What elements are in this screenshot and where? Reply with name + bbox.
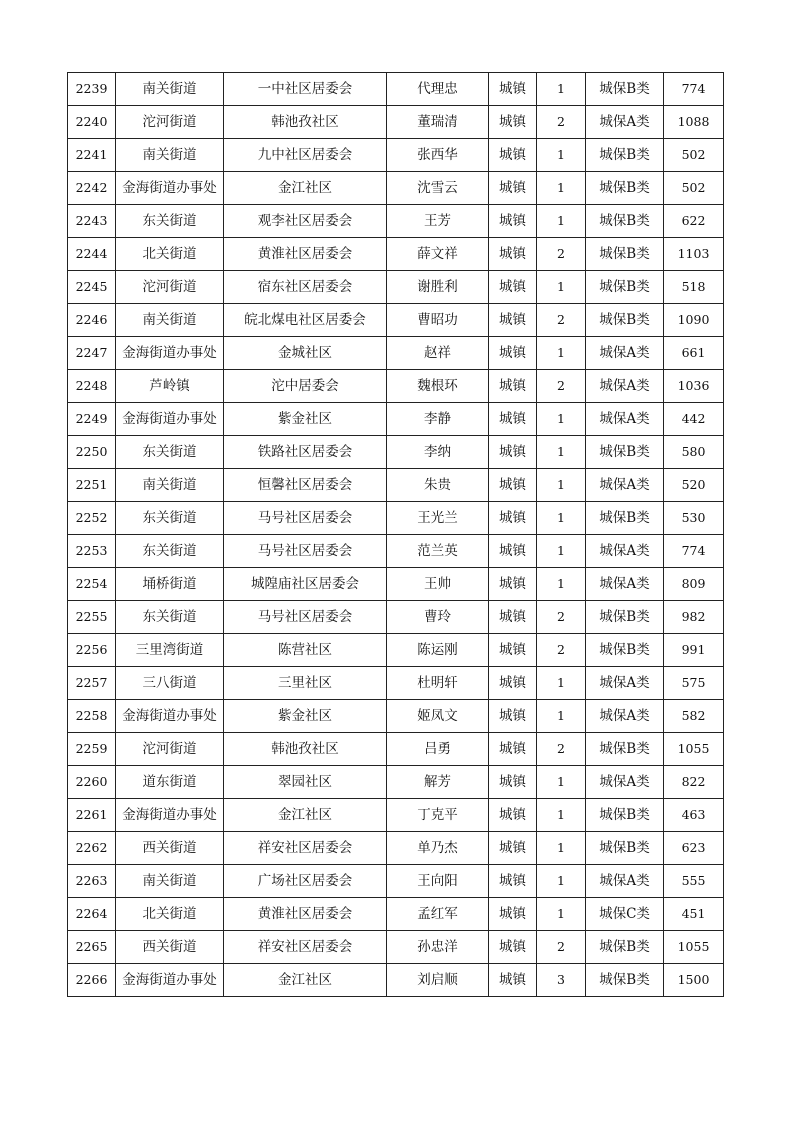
table-row — [68, 139, 724, 172]
table-row — [68, 667, 724, 700]
amount-cell: 774 — [664, 535, 724, 568]
household-count-cell: 1 — [537, 898, 586, 931]
table-row — [68, 172, 724, 205]
category-cell: 城保C类 — [586, 898, 664, 931]
category-cell: 城保A类 — [586, 568, 664, 601]
serial-number-cell: 2242 — [68, 172, 116, 205]
area-type-cell: 城镇 — [489, 139, 537, 172]
category-cell: 城保A类 — [586, 535, 664, 568]
category-cell: 城保B类 — [586, 139, 664, 172]
community-cell: 广场社区居委会 — [224, 865, 387, 898]
street-office-cell: 沱河街道 — [116, 271, 224, 304]
community-cell: 铁路社区居委会 — [224, 436, 387, 469]
household-count-cell: 1 — [537, 832, 586, 865]
street-office-cell: 东关街道 — [116, 502, 224, 535]
household-count-cell: 1 — [537, 865, 586, 898]
table-row — [68, 766, 724, 799]
street-office-cell: 沱河街道 — [116, 733, 224, 766]
street-office-cell: 金海街道办事处 — [116, 799, 224, 832]
street-office-cell: 金海街道办事处 — [116, 403, 224, 436]
table-row — [68, 403, 724, 436]
table-row — [68, 469, 724, 502]
table-row — [68, 799, 724, 832]
community-cell: 祥安社区居委会 — [224, 931, 387, 964]
table-row — [68, 931, 724, 964]
person-name-cell: 范兰英 — [387, 535, 489, 568]
street-office-cell: 西关街道 — [116, 832, 224, 865]
category-cell: 城保B类 — [586, 172, 664, 205]
amount-cell: 575 — [664, 667, 724, 700]
street-office-cell: 南关街道 — [116, 469, 224, 502]
category-cell: 城保B类 — [586, 238, 664, 271]
person-name-cell: 代理忠 — [387, 73, 489, 106]
community-cell: 金江社区 — [224, 964, 387, 997]
community-cell: 宿东社区居委会 — [224, 271, 387, 304]
person-name-cell: 王芳 — [387, 205, 489, 238]
community-cell: 一中社区居委会 — [224, 73, 387, 106]
amount-cell: 442 — [664, 403, 724, 436]
table-row — [68, 106, 724, 139]
household-count-cell: 1 — [537, 799, 586, 832]
street-office-cell: 道东街道 — [116, 766, 224, 799]
area-type-cell: 城镇 — [489, 106, 537, 139]
area-type-cell: 城镇 — [489, 271, 537, 304]
category-cell: 城保A类 — [586, 370, 664, 403]
area-type-cell: 城镇 — [489, 238, 537, 271]
serial-number-cell: 2241 — [68, 139, 116, 172]
household-count-cell: 1 — [537, 502, 586, 535]
household-count-cell: 1 — [537, 205, 586, 238]
category-cell: 城保B类 — [586, 733, 664, 766]
serial-number-cell: 2257 — [68, 667, 116, 700]
community-cell: 金城社区 — [224, 337, 387, 370]
category-cell: 城保A类 — [586, 106, 664, 139]
household-count-cell: 2 — [537, 601, 586, 634]
street-office-cell: 南关街道 — [116, 139, 224, 172]
table-row — [68, 964, 724, 997]
serial-number-cell: 2266 — [68, 964, 116, 997]
serial-number-cell: 2244 — [68, 238, 116, 271]
household-count-cell: 2 — [537, 106, 586, 139]
amount-cell: 582 — [664, 700, 724, 733]
category-cell: 城保B类 — [586, 271, 664, 304]
amount-cell: 1055 — [664, 733, 724, 766]
table-row — [68, 634, 724, 667]
street-office-cell: 北关街道 — [116, 238, 224, 271]
household-count-cell: 1 — [537, 469, 586, 502]
household-count-cell: 1 — [537, 568, 586, 601]
person-name-cell: 单乃杰 — [387, 832, 489, 865]
amount-cell: 1090 — [664, 304, 724, 337]
person-name-cell: 王向阳 — [387, 865, 489, 898]
person-name-cell: 朱贵 — [387, 469, 489, 502]
amount-cell: 502 — [664, 139, 724, 172]
community-cell: 三里社区 — [224, 667, 387, 700]
person-name-cell: 赵祥 — [387, 337, 489, 370]
category-cell: 城保A类 — [586, 766, 664, 799]
area-type-cell: 城镇 — [489, 535, 537, 568]
area-type-cell: 城镇 — [489, 766, 537, 799]
table-row — [68, 370, 724, 403]
serial-number-cell: 2260 — [68, 766, 116, 799]
area-type-cell: 城镇 — [489, 502, 537, 535]
household-count-cell: 1 — [537, 337, 586, 370]
household-count-cell: 2 — [537, 733, 586, 766]
area-type-cell: 城镇 — [489, 700, 537, 733]
street-office-cell: 东关街道 — [116, 601, 224, 634]
serial-number-cell: 2264 — [68, 898, 116, 931]
household-count-cell: 1 — [537, 766, 586, 799]
community-cell: 城隍庙社区居委会 — [224, 568, 387, 601]
person-name-cell: 刘启顺 — [387, 964, 489, 997]
street-office-cell: 南关街道 — [116, 304, 224, 337]
serial-number-cell: 2249 — [68, 403, 116, 436]
person-name-cell: 魏根环 — [387, 370, 489, 403]
community-cell: 翠园社区 — [224, 766, 387, 799]
person-name-cell: 谢胜利 — [387, 271, 489, 304]
community-cell: 黄淮社区居委会 — [224, 898, 387, 931]
street-office-cell: 金海街道办事处 — [116, 172, 224, 205]
household-count-cell: 2 — [537, 238, 586, 271]
community-cell: 马号社区居委会 — [224, 502, 387, 535]
person-name-cell: 董瑞清 — [387, 106, 489, 139]
table-row — [68, 733, 724, 766]
street-office-cell: 东关街道 — [116, 436, 224, 469]
amount-cell: 623 — [664, 832, 724, 865]
area-type-cell: 城镇 — [489, 73, 537, 106]
street-office-cell: 金海街道办事处 — [116, 700, 224, 733]
person-name-cell: 吕勇 — [387, 733, 489, 766]
street-office-cell: 芦岭镇 — [116, 370, 224, 403]
beneficiary-table — [67, 72, 724, 997]
amount-cell: 822 — [664, 766, 724, 799]
area-type-cell: 城镇 — [489, 370, 537, 403]
household-count-cell: 2 — [537, 370, 586, 403]
household-count-cell: 1 — [537, 436, 586, 469]
serial-number-cell: 2261 — [68, 799, 116, 832]
serial-number-cell: 2239 — [68, 73, 116, 106]
community-cell: 沱中居委会 — [224, 370, 387, 403]
community-cell: 紫金社区 — [224, 403, 387, 436]
person-name-cell: 王帅 — [387, 568, 489, 601]
community-cell: 马号社区居委会 — [224, 601, 387, 634]
serial-number-cell: 2259 — [68, 733, 116, 766]
serial-number-cell: 2247 — [68, 337, 116, 370]
community-cell: 恒馨社区居委会 — [224, 469, 387, 502]
category-cell: 城保A类 — [586, 337, 664, 370]
serial-number-cell: 2258 — [68, 700, 116, 733]
area-type-cell: 城镇 — [489, 667, 537, 700]
community-cell: 祥安社区居委会 — [224, 832, 387, 865]
street-office-cell: 南关街道 — [116, 73, 224, 106]
person-name-cell: 曹玲 — [387, 601, 489, 634]
amount-cell: 530 — [664, 502, 724, 535]
area-type-cell: 城镇 — [489, 436, 537, 469]
table-row — [68, 436, 724, 469]
area-type-cell: 城镇 — [489, 469, 537, 502]
community-cell: 马号社区居委会 — [224, 535, 387, 568]
community-cell: 韩池孜社区 — [224, 106, 387, 139]
table-row — [68, 271, 724, 304]
category-cell: 城保B类 — [586, 964, 664, 997]
community-cell: 黄淮社区居委会 — [224, 238, 387, 271]
person-name-cell: 孟红军 — [387, 898, 489, 931]
category-cell: 城保A类 — [586, 700, 664, 733]
category-cell: 城保B类 — [586, 502, 664, 535]
serial-number-cell: 2255 — [68, 601, 116, 634]
amount-cell: 1103 — [664, 238, 724, 271]
area-type-cell: 城镇 — [489, 205, 537, 238]
household-count-cell: 2 — [537, 634, 586, 667]
street-office-cell: 沱河街道 — [116, 106, 224, 139]
table-row — [68, 898, 724, 931]
street-office-cell: 金海街道办事处 — [116, 964, 224, 997]
person-name-cell: 张西华 — [387, 139, 489, 172]
serial-number-cell: 2250 — [68, 436, 116, 469]
table-row — [68, 205, 724, 238]
category-cell: 城保A类 — [586, 469, 664, 502]
street-office-cell: 三八街道 — [116, 667, 224, 700]
category-cell: 城保B类 — [586, 799, 664, 832]
category-cell: 城保B类 — [586, 436, 664, 469]
amount-cell: 555 — [664, 865, 724, 898]
area-type-cell: 城镇 — [489, 898, 537, 931]
community-cell: 韩池孜社区 — [224, 733, 387, 766]
amount-cell: 463 — [664, 799, 724, 832]
community-cell: 观李社区居委会 — [224, 205, 387, 238]
amount-cell: 622 — [664, 205, 724, 238]
table-row — [68, 535, 724, 568]
table-row — [68, 568, 724, 601]
amount-cell: 520 — [664, 469, 724, 502]
area-type-cell: 城镇 — [489, 931, 537, 964]
household-count-cell: 3 — [537, 964, 586, 997]
person-name-cell: 解芳 — [387, 766, 489, 799]
category-cell: 城保B类 — [586, 304, 664, 337]
category-cell: 城保B类 — [586, 832, 664, 865]
serial-number-cell: 2253 — [68, 535, 116, 568]
serial-number-cell: 2265 — [68, 931, 116, 964]
table-row — [68, 832, 724, 865]
household-count-cell: 2 — [537, 304, 586, 337]
person-name-cell: 杜明轩 — [387, 667, 489, 700]
person-name-cell: 曹昭功 — [387, 304, 489, 337]
community-cell: 皖北煤电社区居委会 — [224, 304, 387, 337]
serial-number-cell: 2240 — [68, 106, 116, 139]
table-row — [68, 865, 724, 898]
community-cell: 金江社区 — [224, 172, 387, 205]
household-count-cell: 1 — [537, 403, 586, 436]
street-office-cell: 三里湾街道 — [116, 634, 224, 667]
amount-cell: 1055 — [664, 931, 724, 964]
serial-number-cell: 2248 — [68, 370, 116, 403]
person-name-cell: 丁克平 — [387, 799, 489, 832]
area-type-cell: 城镇 — [489, 799, 537, 832]
serial-number-cell: 2243 — [68, 205, 116, 238]
area-type-cell: 城镇 — [489, 304, 537, 337]
table-row — [68, 304, 724, 337]
street-office-cell: 北关街道 — [116, 898, 224, 931]
amount-cell: 580 — [664, 436, 724, 469]
serial-number-cell: 2246 — [68, 304, 116, 337]
table-row — [68, 73, 724, 106]
table-row — [68, 337, 724, 370]
household-count-cell: 2 — [537, 931, 586, 964]
category-cell: 城保B类 — [586, 205, 664, 238]
person-name-cell: 沈雪云 — [387, 172, 489, 205]
amount-cell: 991 — [664, 634, 724, 667]
community-cell: 陈营社区 — [224, 634, 387, 667]
community-cell: 紫金社区 — [224, 700, 387, 733]
serial-number-cell: 2254 — [68, 568, 116, 601]
area-type-cell: 城镇 — [489, 832, 537, 865]
table-body — [68, 73, 724, 997]
amount-cell: 1500 — [664, 964, 724, 997]
area-type-cell: 城镇 — [489, 865, 537, 898]
street-office-cell: 东关街道 — [116, 205, 224, 238]
person-name-cell: 李纳 — [387, 436, 489, 469]
person-name-cell: 李静 — [387, 403, 489, 436]
area-type-cell: 城镇 — [489, 634, 537, 667]
category-cell: 城保B类 — [586, 931, 664, 964]
area-type-cell: 城镇 — [489, 568, 537, 601]
street-office-cell: 南关街道 — [116, 865, 224, 898]
serial-number-cell: 2256 — [68, 634, 116, 667]
amount-cell: 518 — [664, 271, 724, 304]
serial-number-cell: 2263 — [68, 865, 116, 898]
area-type-cell: 城镇 — [489, 403, 537, 436]
person-name-cell: 薛文祥 — [387, 238, 489, 271]
amount-cell: 1036 — [664, 370, 724, 403]
amount-cell: 1088 — [664, 106, 724, 139]
category-cell: 城保A类 — [586, 865, 664, 898]
person-name-cell: 姬凤文 — [387, 700, 489, 733]
household-count-cell: 1 — [537, 535, 586, 568]
person-name-cell: 孙忠洋 — [387, 931, 489, 964]
household-count-cell: 1 — [537, 172, 586, 205]
area-type-cell: 城镇 — [489, 601, 537, 634]
household-count-cell: 1 — [537, 73, 586, 106]
area-type-cell: 城镇 — [489, 172, 537, 205]
serial-number-cell: 2251 — [68, 469, 116, 502]
category-cell: 城保A类 — [586, 403, 664, 436]
area-type-cell: 城镇 — [489, 964, 537, 997]
street-office-cell: 东关街道 — [116, 535, 224, 568]
serial-number-cell: 2262 — [68, 832, 116, 865]
area-type-cell: 城镇 — [489, 337, 537, 370]
table-row — [68, 502, 724, 535]
street-office-cell: 金海街道办事处 — [116, 337, 224, 370]
category-cell: 城保B类 — [586, 601, 664, 634]
household-count-cell: 1 — [537, 667, 586, 700]
amount-cell: 809 — [664, 568, 724, 601]
household-count-cell: 1 — [537, 139, 586, 172]
amount-cell: 451 — [664, 898, 724, 931]
table-row — [68, 700, 724, 733]
category-cell: 城保A类 — [586, 667, 664, 700]
amount-cell: 982 — [664, 601, 724, 634]
street-office-cell: 埇桥街道 — [116, 568, 224, 601]
amount-cell: 774 — [664, 73, 724, 106]
amount-cell: 502 — [664, 172, 724, 205]
community-cell: 九中社区居委会 — [224, 139, 387, 172]
table-row — [68, 238, 724, 271]
person-name-cell: 陈运刚 — [387, 634, 489, 667]
household-count-cell: 1 — [537, 271, 586, 304]
person-name-cell: 王光兰 — [387, 502, 489, 535]
amount-cell: 661 — [664, 337, 724, 370]
category-cell: 城保B类 — [586, 73, 664, 106]
table-row — [68, 601, 724, 634]
serial-number-cell: 2245 — [68, 271, 116, 304]
area-type-cell: 城镇 — [489, 733, 537, 766]
household-count-cell: 1 — [537, 700, 586, 733]
serial-number-cell: 2252 — [68, 502, 116, 535]
category-cell: 城保B类 — [586, 634, 664, 667]
community-cell: 金江社区 — [224, 799, 387, 832]
street-office-cell: 西关街道 — [116, 931, 224, 964]
